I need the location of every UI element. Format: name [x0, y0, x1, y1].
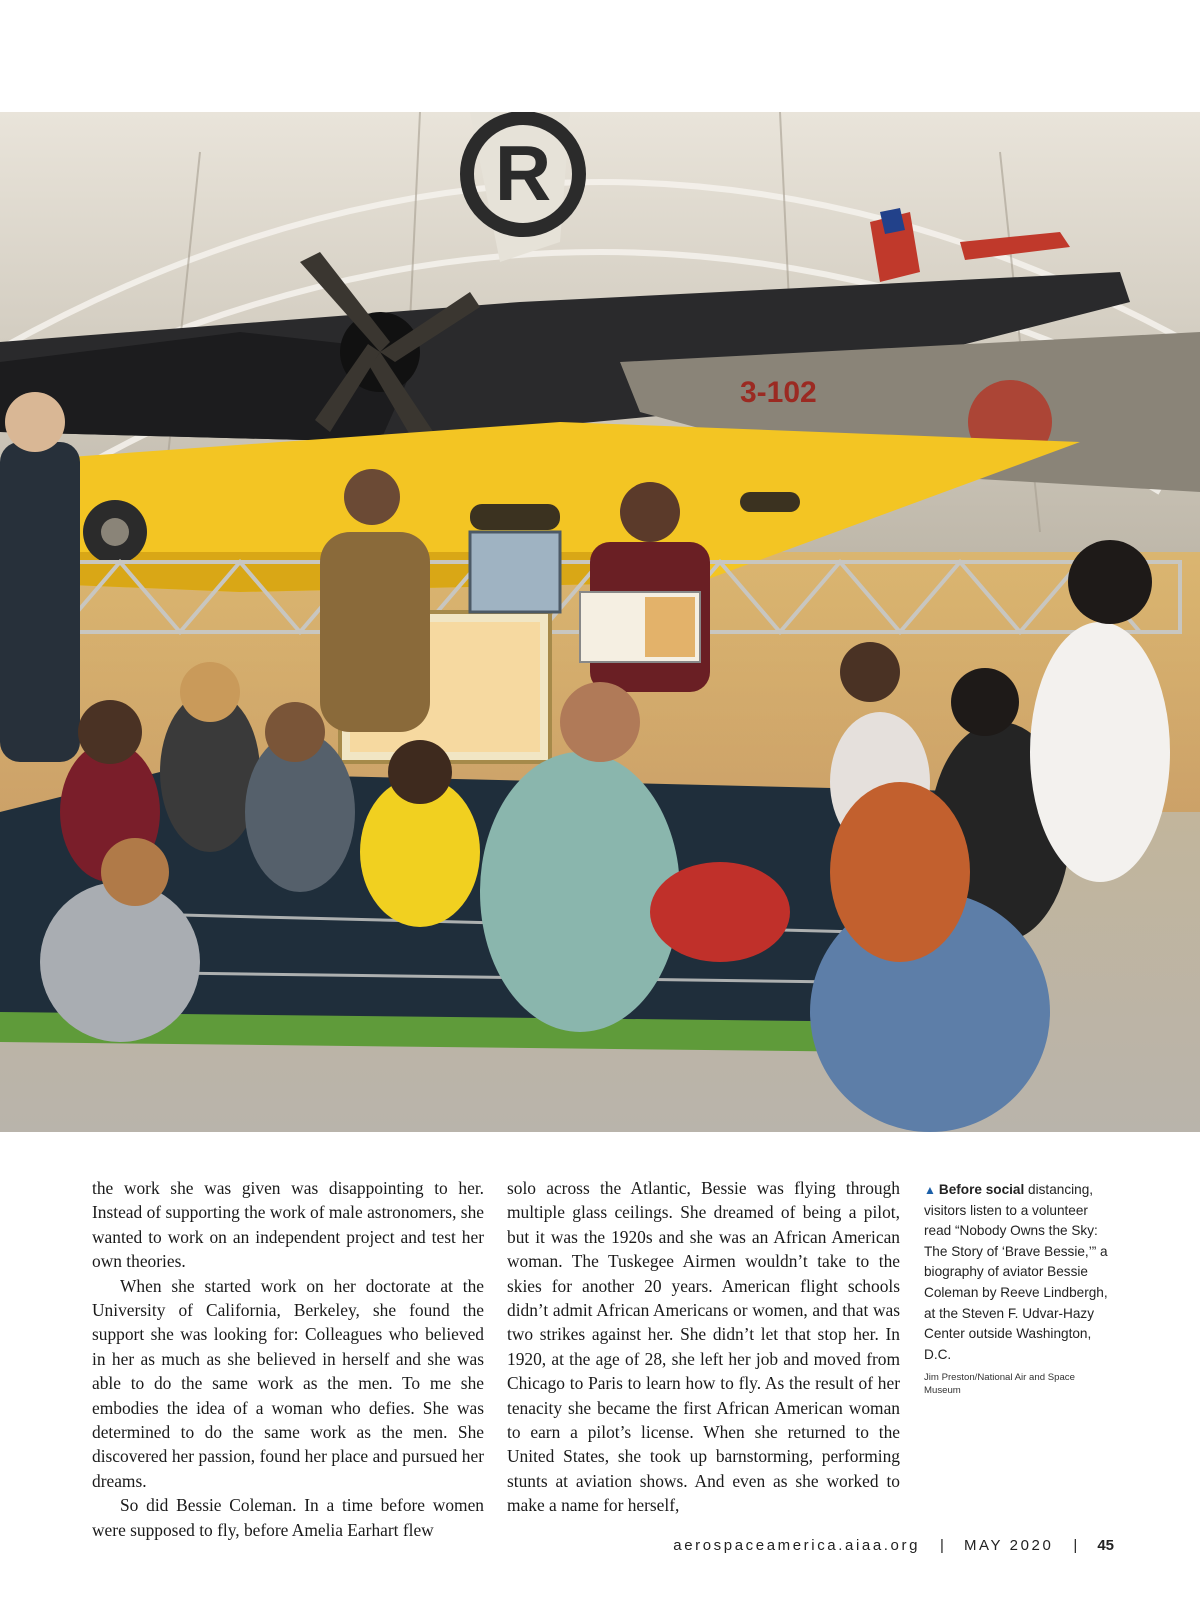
triangle-up-icon: ▲	[924, 1183, 936, 1197]
paragraph: the work she was given was disappointing to her. Instead of supporting the work of male astronomers, she wanted to work on an independent project and test her own theories.	[92, 1178, 484, 1272]
photo-caption	[924, 1180, 1114, 1397]
fuselage-marking: 3-102	[740, 376, 817, 409]
caption-text: distancing, visitors listen to a volunteer read “Nobody Owns the Sky: The Story of ‘Brave Bessie,’” a biography of aviator Bessie Coleman by Reeve Lindbergh, at the Steven F. Udvar-Hazy Center outside Washington, D.C.	[924, 1182, 1108, 1362]
hangar-illustration	[0, 112, 1200, 1132]
page-footer	[673, 1534, 1114, 1556]
page-number: 45	[1097, 1536, 1114, 1554]
paragraph: solo across the Atlantic, Bessie was flying through multiple glass ceilings. She dreamed of being a pilot, but it was the 1920s and she was an African American woman. The Tuskegee Airmen wouldn’t take to the skies for another 20 years. American flight schools didn’t admit African Americans or women, and that was two strikes against her. She didn’t let that stop her. In 1920, at the age of 28, she left her job and moved from Chicago to Paris to learn how to fly. As the result of her tenacity she became the first African American woman to earn a pilot’s license. When she returned to the United States, she took up barnstorming, performing stunts at aviation shows. And even as she worked to make a name for herself,	[507, 1178, 900, 1516]
body-column-1	[92, 1176, 484, 1542]
footer-separator: |	[1073, 1536, 1078, 1554]
footer-site: aerospaceamerica.aiaa.org	[673, 1536, 921, 1554]
paragraph: When she started work on her doctorate at the University of California, Berkeley, she found the support she was looking for: Colleagues who believed in her as much as she believed in herself and she was able to do the same work as the men. To me she embodies the idea of a woman who defies. She was determined to do the same work as the men. She discovered her passion, found her place and pursued her dreams.	[92, 1275, 484, 1491]
photo-credit: Jim Preston/National Air and Space Museum	[924, 1372, 1075, 1397]
hangar-photo	[0, 112, 1200, 1132]
paragraph: So did Bessie Coleman. In a time before women were supposed to fly, before Amelia Earhart flew	[92, 1495, 484, 1540]
caption-lead: Before social	[938, 1182, 1025, 1197]
footer-issue: MAY 2020	[963, 1536, 1054, 1554]
tail-letter: R	[494, 129, 552, 217]
body-column-2	[507, 1176, 900, 1518]
footer-separator: |	[940, 1536, 944, 1554]
